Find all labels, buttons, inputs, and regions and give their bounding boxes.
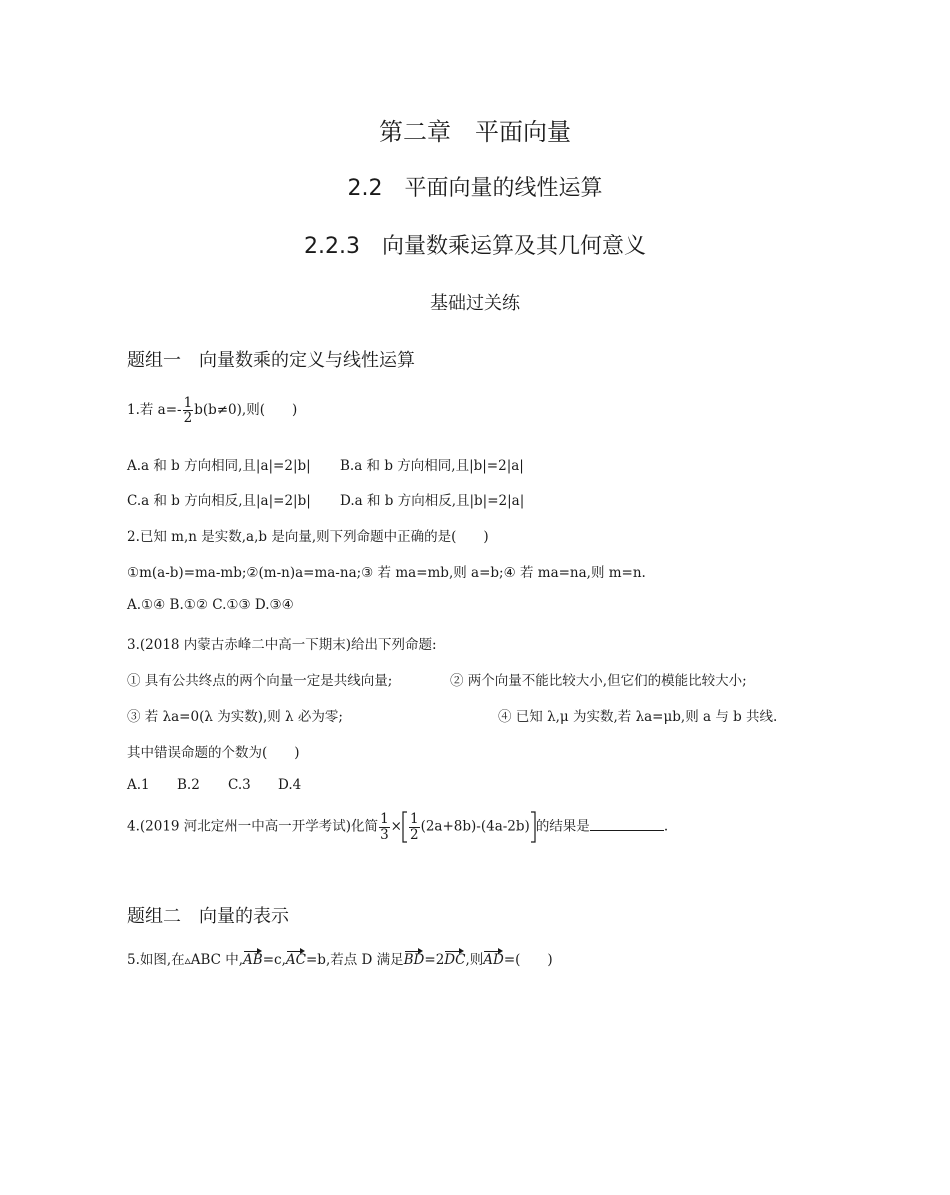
group-2-title: 题组二 向量的表示 bbox=[127, 906, 289, 927]
q2-options: A.①④ B.①② C.①③ D.③④ bbox=[127, 597, 294, 613]
q4-fraction-1 bbox=[379, 812, 390, 841]
q4-f2-num: 1 bbox=[409, 811, 419, 828]
q1-fraction bbox=[183, 396, 194, 425]
practice-heading: 基础过关练 bbox=[430, 293, 520, 314]
q4-inner: (2a+8b)-(4a-2b) bbox=[420, 818, 530, 835]
q3-option-b: B.2 bbox=[177, 777, 200, 793]
q3-item-2: ② 两个向量不能比较大小,但它们的模能比较大小; bbox=[450, 673, 747, 689]
question-4-stem bbox=[127, 811, 668, 843]
q2-items: ①m(a-b)=ma-mb;②(m-n)a=ma-na;③ 若 ma=mb,则 a=b;④ 若 ma=na,则 m=n. bbox=[127, 565, 646, 581]
vector-ac: AC bbox=[286, 948, 306, 968]
vector-bd: BD bbox=[404, 948, 425, 968]
q1-frac-den: 2 bbox=[183, 410, 193, 427]
question-5-stem bbox=[127, 948, 553, 968]
q3-item-3: ③ 若 λa=0(λ 为实数),则 λ 必为零; bbox=[127, 709, 343, 725]
subsection-title: 2.2.3 向量数乘运算及其几何意义 bbox=[304, 234, 646, 259]
q1-prefix: 1.若 a=- bbox=[127, 402, 182, 419]
q3-option-d: D.4 bbox=[278, 777, 302, 793]
triangle-icon: ▵ bbox=[184, 953, 191, 967]
question-1-stem bbox=[127, 396, 297, 425]
q4-fraction-2 bbox=[409, 812, 420, 841]
vector-dc: DC bbox=[444, 948, 465, 968]
q5-t5: =2 bbox=[424, 952, 445, 968]
q3-option-c: C.3 bbox=[228, 777, 251, 793]
q4-f2-den: 2 bbox=[409, 826, 419, 843]
q5-t1: 5.如图,在 bbox=[127, 952, 185, 968]
q5-t6: ,则 bbox=[465, 952, 484, 968]
q4-times: × bbox=[390, 818, 402, 835]
q3-item-1: ① 具有公共终点的两个向量一定是共线向量; bbox=[127, 673, 393, 689]
q4-answer-blank bbox=[590, 830, 664, 831]
section-title: 2.2 平面向量的线性运算 bbox=[347, 176, 603, 201]
q4-f1-num: 1 bbox=[380, 811, 389, 828]
q1-option-c: C.a 和 b 方向相反,且|a|=2|b| bbox=[127, 493, 311, 509]
left-bracket-icon bbox=[402, 811, 408, 843]
q4-f1-den: 3 bbox=[380, 826, 389, 843]
question-3-stem: 3.(2018 内蒙古赤峰二中高一下期末)给出下列命题: bbox=[127, 637, 437, 653]
vector-ab: AB bbox=[243, 948, 263, 968]
q3-item-4: ④ 已知 λ,μ 为实数,若 λa=μb,则 a 与 b 共线. bbox=[498, 709, 778, 725]
q1-option-a: A.a 和 b 方向相同,且|a|=2|b| bbox=[127, 458, 311, 474]
q4-prefix: 4.(2019 河北定州一中高一开学考试)化简 bbox=[127, 818, 379, 835]
q4-suffix: 的结果是 bbox=[535, 818, 590, 835]
group-1-title: 题组一 向量数乘的定义与线性运算 bbox=[127, 350, 415, 371]
q1-suffix: b(b≠0),则( ) bbox=[194, 402, 298, 419]
q5-t3: =c, bbox=[262, 952, 286, 968]
q3-option-a: A.1 bbox=[127, 777, 150, 793]
q5-t7: =( ) bbox=[503, 952, 553, 968]
q1-option-b: B.a 和 b 方向相同,且|b|=2|a| bbox=[340, 458, 524, 474]
vector-ad: AD bbox=[483, 948, 504, 968]
q5-t4: =b,若点 D 满足 bbox=[305, 952, 404, 968]
q1-option-d: D.a 和 b 方向相反,且|b|=2|a| bbox=[340, 493, 525, 509]
q5-t2: ABC 中, bbox=[190, 952, 244, 968]
q3-question: 其中错误命题的个数为( ) bbox=[127, 745, 300, 761]
q1-frac-num: 1 bbox=[183, 395, 193, 411]
q4-end: . bbox=[663, 818, 669, 835]
question-2-stem: 2.已知 m,n 是实数,a,b 是向量,则下列命题中正确的是( ) bbox=[127, 529, 489, 545]
chapter-title: 第二章 平面向量 bbox=[379, 118, 571, 146]
